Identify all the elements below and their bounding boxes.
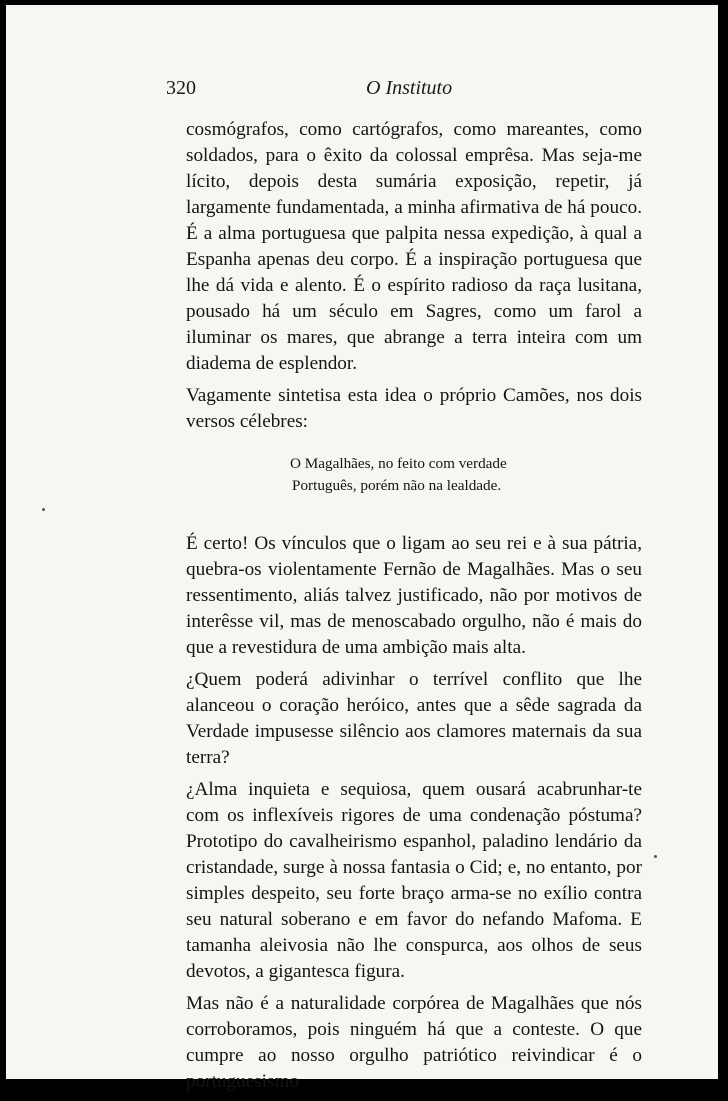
paragraph: É certo! Os vínculos que o ligam ao seu rei e à sua pátria, quebra-os violentamente Fernão de Magalhães. Mas o seu ressentimento, aliás talvez justificado, não por motivos de interêsse vil, mas de menoscabado orgulho, não é mais do que a revestidura de uma ambição mais alta. — [186, 533, 642, 658]
body-text — [186, 117, 642, 1101]
paragraph: ¿Quem poderá adivinhar o terrível conflito que lhe alanceou o coração heróico, antes que a sêde sagrada da Verdade impusesse silêncio aos clamores maternais da sua terra? — [186, 669, 642, 768]
print-speck — [654, 855, 657, 858]
verse-line: O Magalhães, no feito com verdade — [290, 455, 507, 472]
book-page — [6, 5, 718, 1092]
paragraph: ¿Alma inquieta e sequiosa, quem ousará acabrunhar-te com os inflexíveis rigores de uma condenação póstuma? Prototipo do cavalheirismo espanhol, paladino lendário da cristandade, surge à nossa fantasia o Cid; e, no entanto, por simples despeito, seu forte braço arma-se no exílio contra seu natural soberano e em favor do nefando Mafoma. E tamanha aleivosia não lhe conspurca, aos olhos de seus devotos, a gigantesca figura. — [186, 779, 642, 982]
paragraph: Mas não é a naturalidade corpórea de Magalhães que nós corroboramos, pois ninguém há que a conteste. O que cumpre ao nosso orgulho patriótico reivindicar é o portuguesismo — [186, 993, 642, 1092]
page-number: 320 — [166, 77, 196, 99]
running-title: O Instituto — [366, 77, 453, 99]
page-header — [6, 71, 718, 105]
verse-line: Português, porém não na lealdade. — [292, 477, 502, 494]
verse-quote — [186, 453, 642, 497]
paragraph: cosmógrafos, como cartógrafos, como mareantes, como soldados, para o êxito da colossal emprêsa. Mas seja-me lícito, depois desta sumária exposição, repetir, já largamente fundamentada, a minha afirmativa de há pouco. É a alma portuguesa que palpita nessa expedição, à qual a Espanha apenas deu corpo. É a inspiração portuguesa que lhe dá vida e alento. É o espírito radioso da raça lusitana, pousado há um século em Sagres, como um farol a iluminar os mares, que abrange a terra inteira com um diadema de esplendor. — [186, 119, 642, 374]
print-speck — [42, 508, 45, 511]
paragraph: Vagamente sintetisa esta idea o próprio Camões, nos dois versos célebres: — [186, 385, 642, 432]
